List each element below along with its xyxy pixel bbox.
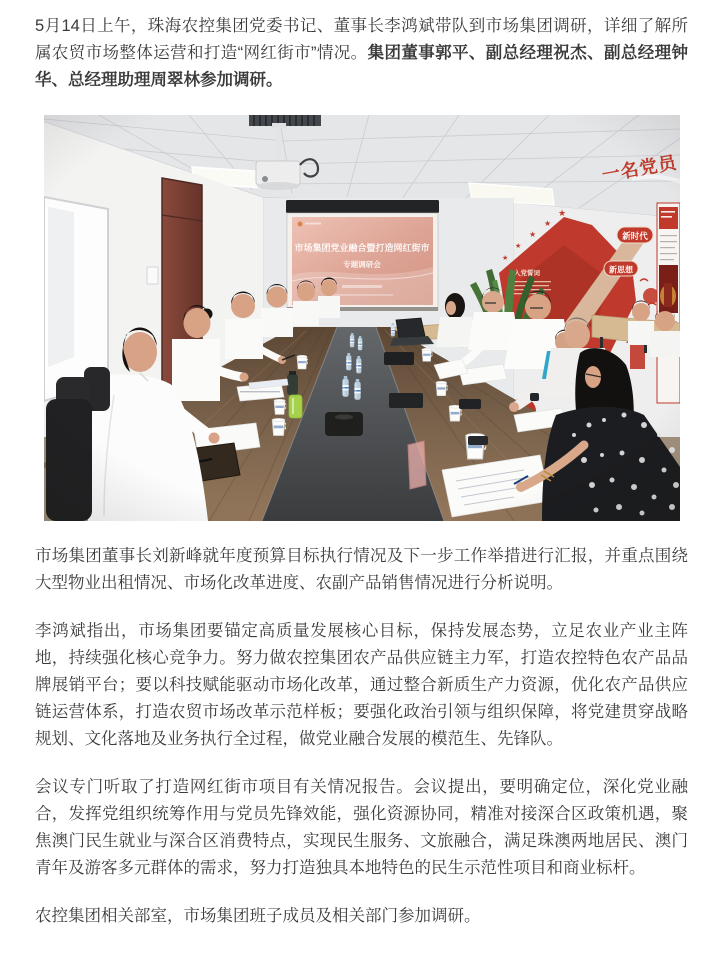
paragraph-1 [35,13,688,94]
paragraph-5: 农控集团相关部室，市场集团班子成员及相关部门参加调研。 [35,907,481,925]
meeting-photo [44,115,680,521]
paragraph-2: 市场集团董事长刘新峰就年度预算目标执行情况及下一步工作举措进行汇报，并重点围绕大型物业出租情况、市场化改革进度、农副产品销售情况进行分析说明。 [35,547,688,592]
paragraph-1-lead: 5月14日上午，珠海农控集团党委书记、董事长李鸿斌带队到市场集团调研，详细了解所属农贸市场整体运营和打造“网红街市”情况。 [35,17,688,62]
paragraph-1-attendees-bold: 集团董事郭平、副总经理祝杰、副总经理钟华、总经理助理周翠林参加调研。 [35,44,689,89]
paragraph-4: 会议专门听取了打造网红街市项目有关情况报告。会议提出，要明确定位，深化党业融合，发挥党组织统筹作用与党员先锋效能，强化资源协同，精准对接深合区政策机遇，聚焦澳门民生就业与深合区消费特点，实现民生服务、文旅融合，满足珠澳两地居民、澳门青年及游客多元群体的需求，努力打造独具本地特色的民生示范性项目和商业标杆。 [35,778,688,877]
paragraph-3: 李鸿斌指出，市场集团要锚定高质量发展核心目标，保持发展态势，立足农业产业主阵地，持续强化核心竞争力。努力做农控集团农产品供应链主力军，打造农控特色农产品品牌展销平台；要以科技赋能驱动市场化改革，通过整合新质生产力资源，优化农产品供应链运营体系，打造农贸市场改革示范样板；要强化政治引领与组织保障，将党建贯穿战略规划、文化落地及业务执行全过程，做党业融合发展的模范生、先锋队。 [35,622,688,748]
